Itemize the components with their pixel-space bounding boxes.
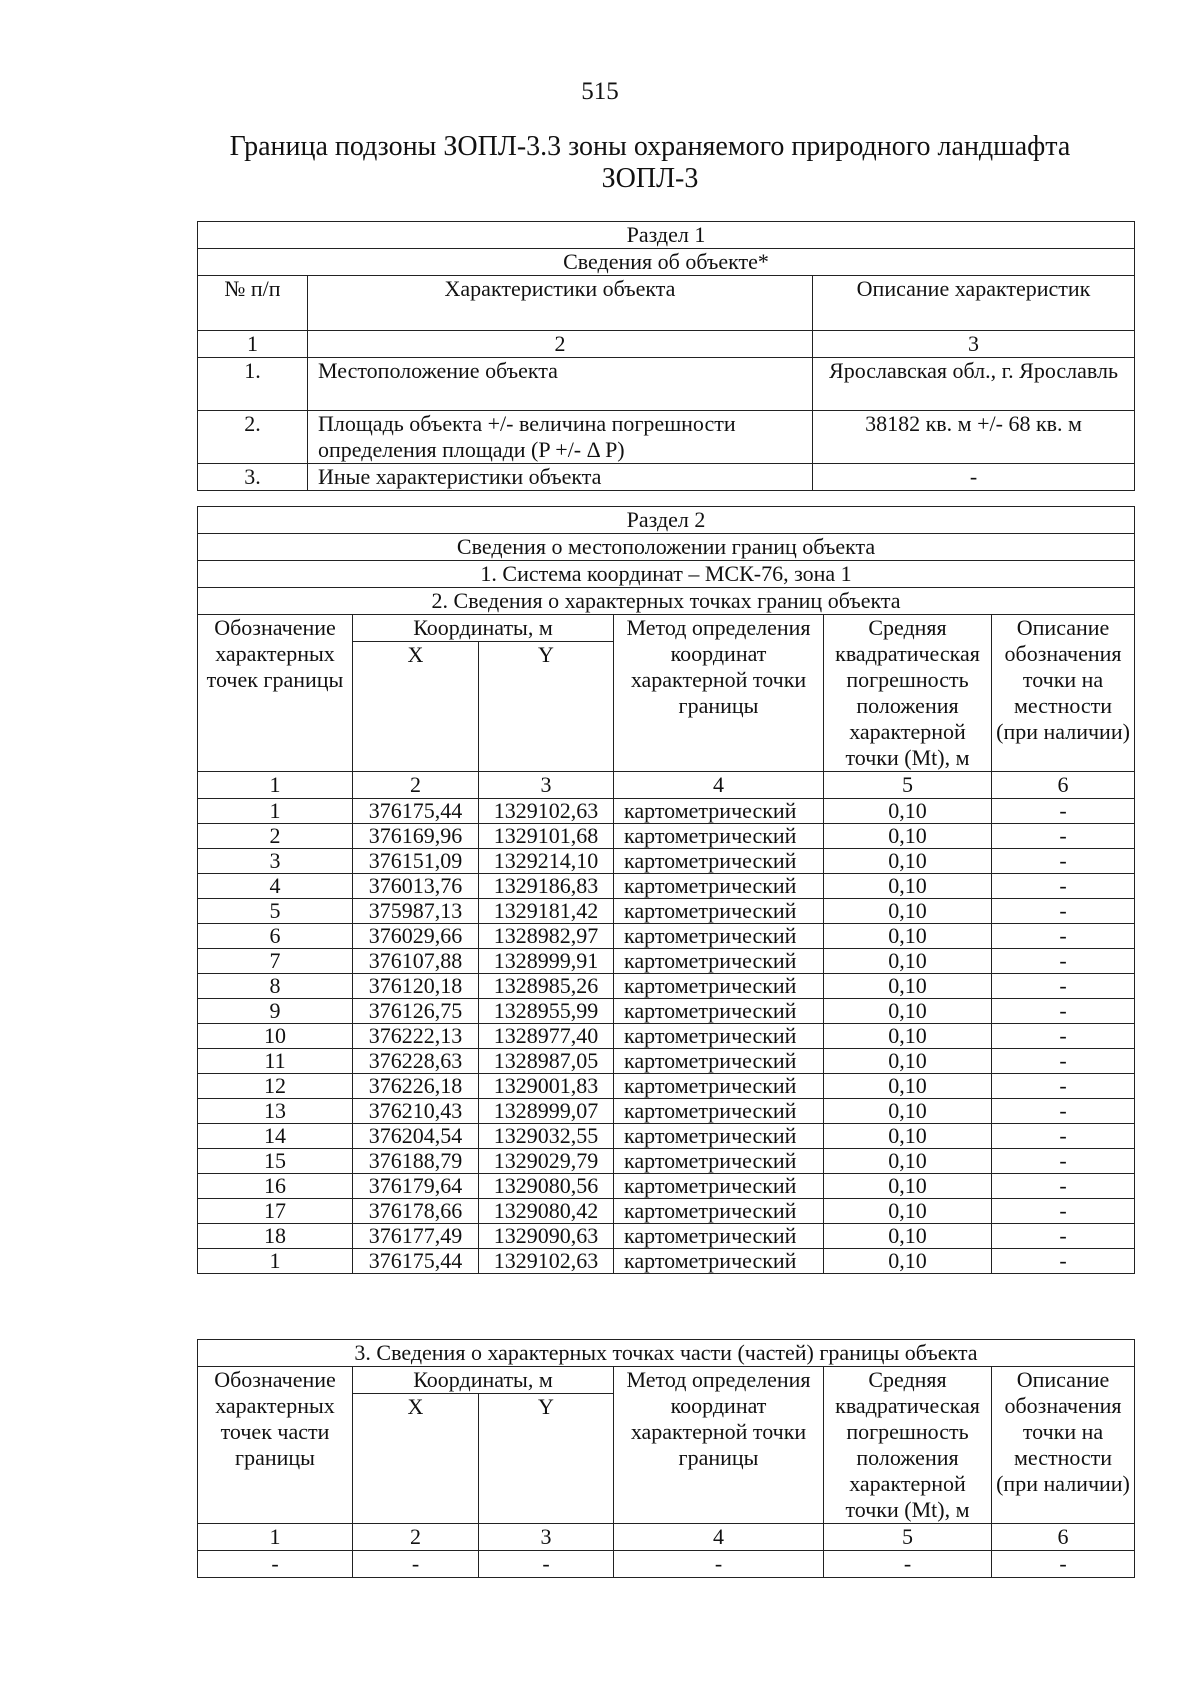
point-error: 0,10 (824, 1074, 992, 1099)
table-row (198, 999, 1135, 1024)
col-number: 1 (198, 772, 353, 799)
coord-x: 376175,44 (353, 1249, 479, 1274)
point-method: картометрический (614, 924, 824, 949)
point-id: 11 (198, 1049, 353, 1074)
point-id: 4 (198, 874, 353, 899)
point-id: 13 (198, 1099, 353, 1124)
coord-x: 376013,76 (353, 874, 479, 899)
table-row (198, 1099, 1135, 1124)
point-id: 15 (198, 1149, 353, 1174)
point-error: 0,10 (824, 799, 992, 824)
point-method: картометрический (614, 824, 824, 849)
coord-y: 1329102,63 (479, 799, 614, 824)
empty-cell: - (614, 1551, 824, 1578)
table-row (198, 874, 1135, 899)
coord-y: 1329080,56 (479, 1174, 614, 1199)
point-method: картометрический (614, 1124, 824, 1149)
col-number: 3 (813, 331, 1135, 358)
point-error: 0,10 (824, 1149, 992, 1174)
section1-table (197, 221, 1135, 491)
point-description: - (992, 874, 1135, 899)
col-number: 5 (824, 772, 992, 799)
coord-y: 1328977,40 (479, 1024, 614, 1049)
col-number: 3 (479, 1524, 614, 1551)
header-y: Y (479, 1394, 614, 1524)
coord-y: 1328982,97 (479, 924, 614, 949)
coord-y: 1328987,05 (479, 1049, 614, 1074)
table-row (198, 1049, 1135, 1074)
point-id: 1 (198, 799, 353, 824)
point-method: картометрический (614, 999, 824, 1024)
coord-y: 1328955,99 (479, 999, 614, 1024)
header-description: Описание обозначения точки на местности (при наличии) (992, 615, 1135, 772)
point-description: - (992, 1199, 1135, 1224)
point-description: - (992, 824, 1135, 849)
row-num: 3. (198, 464, 308, 491)
point-id: 1 (198, 1249, 353, 1274)
point-description: - (992, 924, 1135, 949)
point-id: 9 (198, 999, 353, 1024)
section2-table (197, 506, 1135, 1274)
table-row (198, 358, 1135, 411)
header-designation: Обозначение характерных точек части границы (198, 1367, 353, 1524)
coord-x: 376188,79 (353, 1149, 479, 1174)
point-method: картометрический (614, 1099, 824, 1124)
point-description: - (992, 1024, 1135, 1049)
coord-x: 376175,44 (353, 799, 479, 824)
point-description: - (992, 1174, 1135, 1199)
header-coords: Координаты, м (353, 1367, 614, 1394)
point-description: - (992, 799, 1135, 824)
coord-x: 376204,54 (353, 1124, 479, 1149)
point-method: картометрический (614, 974, 824, 999)
row-characteristic: Иные характеристики объекта (308, 464, 813, 491)
header-method: Метод определения координат характерной точки границы (614, 615, 824, 772)
table-row (198, 924, 1135, 949)
page-title: Граница подзоны ЗОПЛ-3.3 зоны охраняемого природного ландшафта ЗОПЛ-3 (229, 131, 1071, 194)
coord-y: 1329102,63 (479, 1249, 614, 1274)
point-id: 2 (198, 824, 353, 849)
point-method: картометрический (614, 874, 824, 899)
page-number: 515 (581, 78, 619, 105)
coord-x: 376178,66 (353, 1199, 479, 1224)
coord-x: 376179,64 (353, 1174, 479, 1199)
col-number: 4 (614, 772, 824, 799)
row-num: 1. (198, 358, 308, 411)
col-header-characteristic: Характеристики объекта (308, 276, 813, 331)
coord-y: 1329181,42 (479, 899, 614, 924)
point-description: - (992, 1149, 1135, 1174)
point-error: 0,10 (824, 824, 992, 849)
header-y: Y (479, 642, 614, 772)
col-number: 5 (824, 1524, 992, 1551)
table-row (198, 974, 1135, 999)
point-error: 0,10 (824, 974, 992, 999)
coord-y: 1329080,42 (479, 1199, 614, 1224)
table-row (198, 411, 1135, 464)
point-method: картометрический (614, 1224, 824, 1249)
empty-cell: - (198, 1551, 353, 1578)
coord-x: 376177,49 (353, 1224, 479, 1249)
row-description: 38182 кв. м +/- 68 кв. м (813, 411, 1135, 464)
table-row (198, 1149, 1135, 1174)
point-description: - (992, 1249, 1135, 1274)
section3-table (197, 1339, 1135, 1578)
coord-x: 376210,43 (353, 1099, 479, 1124)
point-error: 0,10 (824, 924, 992, 949)
table-row (198, 1024, 1135, 1049)
coord-x: 376151,09 (353, 849, 479, 874)
col-number: 1 (198, 1524, 353, 1551)
table-row (198, 799, 1135, 824)
coord-y: 1329214,10 (479, 849, 614, 874)
col-number: 2 (308, 331, 813, 358)
table-row (198, 849, 1135, 874)
point-method: картометрический (614, 1024, 824, 1049)
point-id: 16 (198, 1174, 353, 1199)
col-number: 6 (992, 772, 1135, 799)
coord-y: 1329032,55 (479, 1124, 614, 1149)
point-method: картометрический (614, 1149, 824, 1174)
point-description: - (992, 1224, 1135, 1249)
point-error: 0,10 (824, 949, 992, 974)
section1-subheading: Сведения об объекте* (198, 249, 1135, 276)
empty-cell: - (479, 1551, 614, 1578)
header-coords: Координаты, м (353, 615, 614, 642)
points-heading: 2. Сведения о характерных точках границ объекта (198, 588, 1135, 615)
table-row (198, 464, 1135, 491)
point-id: 5 (198, 899, 353, 924)
header-description: Описание обозначения точки на местности (при наличии) (992, 1367, 1135, 1524)
table-row (198, 1249, 1135, 1274)
point-id: 12 (198, 1074, 353, 1099)
coord-x: 376107,88 (353, 949, 479, 974)
point-description: - (992, 974, 1135, 999)
point-description: - (992, 949, 1135, 974)
point-description: - (992, 1049, 1135, 1074)
coord-x: 376226,18 (353, 1074, 479, 1099)
point-error: 0,10 (824, 874, 992, 899)
header-error: Средняя квадратическая погрешность положения характерной точки (Mt), м (824, 615, 992, 772)
table-row (198, 1124, 1135, 1149)
point-description: - (992, 1124, 1135, 1149)
coord-y: 1329029,79 (479, 1149, 614, 1174)
coord-y: 1329090,63 (479, 1224, 614, 1249)
section3-heading: 3. Сведения о характерных точках части (частей) границы объекта (198, 1340, 1135, 1367)
col-number: 4 (614, 1524, 824, 1551)
points-body (198, 799, 1135, 1274)
point-error: 0,10 (824, 1174, 992, 1199)
col-number: 6 (992, 1524, 1135, 1551)
col-number: 2 (353, 772, 479, 799)
coord-x: 376029,66 (353, 924, 479, 949)
point-error: 0,10 (824, 1024, 992, 1049)
point-description: - (992, 999, 1135, 1024)
point-method: картометрический (614, 1074, 824, 1099)
table-row (198, 1551, 1135, 1578)
point-error: 0,10 (824, 1199, 992, 1224)
table-row (198, 1224, 1135, 1249)
row-description: - (813, 464, 1135, 491)
point-id: 17 (198, 1199, 353, 1224)
row-num: 2. (198, 411, 308, 464)
coord-x: 376222,13 (353, 1024, 479, 1049)
coord-y: 1328985,26 (479, 974, 614, 999)
point-id: 8 (198, 974, 353, 999)
point-id: 14 (198, 1124, 353, 1149)
coord-x: 376169,96 (353, 824, 479, 849)
point-error: 0,10 (824, 899, 992, 924)
point-method: картометрический (614, 849, 824, 874)
empty-cell: - (992, 1551, 1135, 1578)
header-designation: Обозначение характерных точек границы (198, 615, 353, 772)
point-id: 3 (198, 849, 353, 874)
point-method: картометрический (614, 949, 824, 974)
table-row (198, 1174, 1135, 1199)
header-error: Средняя квадратическая погрешность положения характерной точки (Mt), м (824, 1367, 992, 1524)
point-error: 0,10 (824, 1099, 992, 1124)
section1-heading: Раздел 1 (198, 222, 1135, 249)
point-method: картометрический (614, 1249, 824, 1274)
col-header-num: № п/п (198, 276, 308, 331)
point-error: 0,10 (824, 1224, 992, 1249)
point-description: - (992, 899, 1135, 924)
point-method: картометрический (614, 1049, 824, 1074)
coord-x: 376120,18 (353, 974, 479, 999)
header-x: X (353, 642, 479, 772)
coord-y: 1329001,83 (479, 1074, 614, 1099)
coord-y: 1328999,91 (479, 949, 614, 974)
point-description: - (992, 1074, 1135, 1099)
point-method: картометрический (614, 1174, 824, 1199)
col-header-description: Описание характеристик (813, 276, 1135, 331)
table-row (198, 824, 1135, 849)
table-row (198, 899, 1135, 924)
table-row (198, 949, 1135, 974)
col-number: 3 (479, 772, 614, 799)
col-number: 1 (198, 331, 308, 358)
point-method: картометрический (614, 799, 824, 824)
section2-subheading: Сведения о местоположении границ объекта (198, 534, 1135, 561)
point-id: 6 (198, 924, 353, 949)
row-characteristic: Местоположение объекта (308, 358, 813, 411)
coord-x: 376126,75 (353, 999, 479, 1024)
empty-cell: - (824, 1551, 992, 1578)
point-description: - (992, 1099, 1135, 1124)
point-error: 0,10 (824, 849, 992, 874)
coord-x: 375987,13 (353, 899, 479, 924)
coord-y: 1329101,68 (479, 824, 614, 849)
coord-y: 1328999,07 (479, 1099, 614, 1124)
coord-y: 1329186,83 (479, 874, 614, 899)
table-row (198, 1199, 1135, 1224)
point-method: картометрический (614, 1199, 824, 1224)
point-method: картометрический (614, 899, 824, 924)
coord-system: 1. Система координат – МСК-76, зона 1 (198, 561, 1135, 588)
point-id: 7 (198, 949, 353, 974)
point-id: 18 (198, 1224, 353, 1249)
header-x: X (353, 1394, 479, 1524)
point-error: 0,10 (824, 1049, 992, 1074)
row-characteristic: Площадь объекта +/- величина погрешности определения площади (P +/- Δ P) (308, 411, 813, 464)
point-error: 0,10 (824, 1249, 992, 1274)
table-row (198, 1074, 1135, 1099)
row-description: Ярославская обл., г. Ярославль (813, 358, 1135, 411)
point-description: - (992, 849, 1135, 874)
coord-x: 376228,63 (353, 1049, 479, 1074)
empty-cell: - (353, 1551, 479, 1578)
point-error: 0,10 (824, 999, 992, 1024)
point-error: 0,10 (824, 1124, 992, 1149)
section2-heading: Раздел 2 (198, 507, 1135, 534)
header-method: Метод определения координат характерной точки границы (614, 1367, 824, 1524)
point-id: 10 (198, 1024, 353, 1049)
col-number: 2 (353, 1524, 479, 1551)
